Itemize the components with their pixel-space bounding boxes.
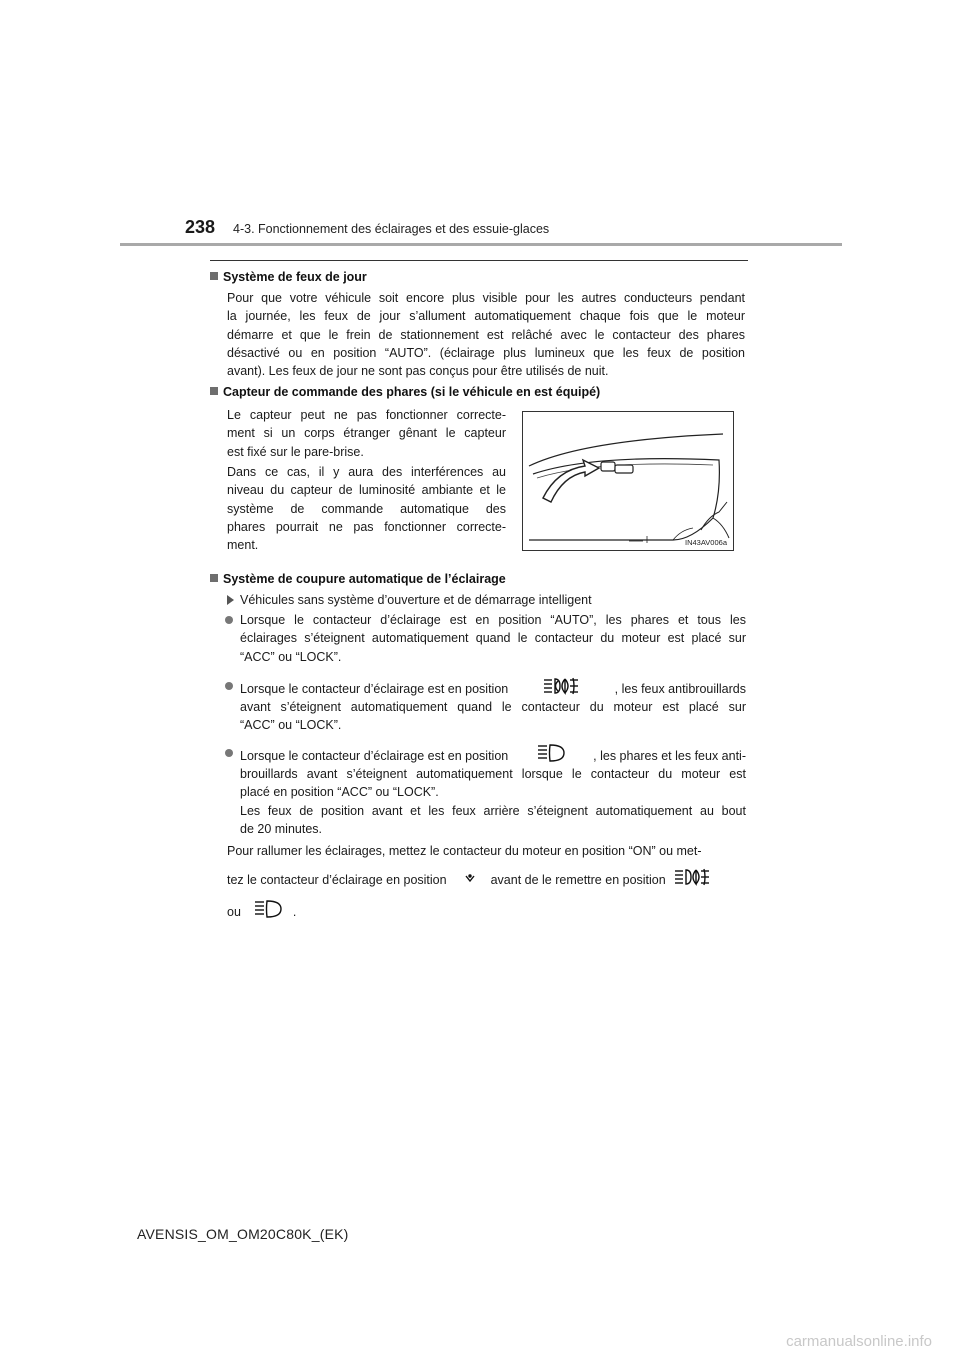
relight-line-2: tez le contacteur d’éclairage en position avant de le remettre en position <box>227 867 747 892</box>
triangle-bullet-icon <box>227 595 234 605</box>
section-title: 4-3. Fonctionnement des éclairages et des essuie-glaces <box>233 222 550 236</box>
daytime-paragraph: Pour que votre véhicule soit encore plus visible pour les autres conducteurs pendant la journée, les feux de jour s’allument automatiquement chaque fois que le moteur démarre et que le frein de stationnement est relâché avec le contacteur des phares désactivé ou en position “AUTO”. (éclairage plus lumineux que les feux de position avant). Les feux de jour ne sont pas conçus pour être utilisés de nuit. <box>227 291 745 379</box>
square-bullet-icon <box>210 574 218 582</box>
bullet-auto-position: Lorsque le contacteur d’éclairage est en position “AUTO”, les phares et tous les éclairages s’éteignent automatiquement quand le contacteur du moteur est placé sur “ACC” ou “LOCK”. <box>240 613 746 664</box>
headlight-icon <box>253 899 283 924</box>
bullet-dot-icon <box>225 616 233 624</box>
relight-line-3: ou . <box>227 899 296 924</box>
relight-line-1: Pour rallumer les éclairages, mettez le contacteur du moteur en position “ON” ou met- <box>227 844 702 858</box>
document-code: AVENSIS_OM_OM20C80K_(EK) <box>137 1226 349 1242</box>
sensor-paragraph-2: Dans ce cas, il y aura des interférences au niveau du capteur de luminosité ambiante et le système de commande automatique des phares pourrait ne pas fonctionner correcte- ment. <box>227 465 506 553</box>
header-rule <box>120 243 842 246</box>
front-fog-light-icon <box>674 867 710 892</box>
heading-auto-off: Système de coupure automatique de l’éclairage <box>210 570 506 588</box>
bullet-fog-position-rest: avant s’éteignent automatiquement quand le contacteur du moteur est placé sur “ACC” ou “LOCK”. <box>240 700 746 733</box>
heading-sensor: Capteur de commande des phares (si le véhicule en est équipé) <box>210 383 600 401</box>
watermark: carmanualsonline.info <box>786 1333 932 1350</box>
bullet-dot-icon <box>225 749 233 757</box>
square-bullet-icon <box>210 272 218 280</box>
auto-light-icon <box>463 870 477 889</box>
subheading-smart-entry: Véhicules sans système d’ouverture et de démarrage intelligent <box>240 593 592 607</box>
windshield-sensor-illustration <box>522 411 734 551</box>
square-bullet-icon <box>210 387 218 395</box>
heading-daytime-lights: Système de feux de jour <box>210 268 367 286</box>
bullet-headlight-position-rest: brouillards avant s’éteignent automatiquement lorsque le contacteur du moteur est placé en position “ACC” ou “LOCK”. Les feux de position avant et les feux arrière s’éteignent automatiquement au bout de 20 minutes. <box>240 767 746 836</box>
bullet-headlight-position-line1: Lorsque le contacteur d’éclairage est en position , les phares et les feux anti- <box>240 743 746 768</box>
bullet-fog-position-line1: Lorsque le contacteur d’éclairage est en position , les feux antibrouillards <box>240 676 746 701</box>
illustration-code: IN43AV006a <box>685 538 727 547</box>
bullet-dot-icon <box>225 682 233 690</box>
page-number: 238 <box>185 217 216 237</box>
sensor-paragraph-1: Le capteur peut ne pas fonctionner correcte- ment si un corps étranger gênant le capteur est fixé sur le pare-brise. <box>227 408 506 459</box>
content-top-rule <box>210 260 748 261</box>
windshield-drawing <box>523 412 733 550</box>
